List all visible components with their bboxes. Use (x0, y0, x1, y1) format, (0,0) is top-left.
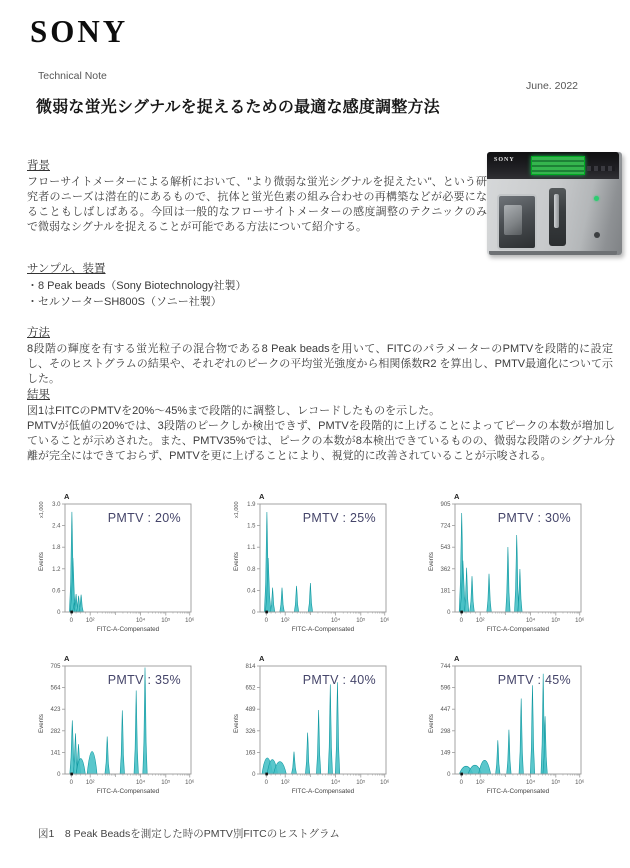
instrument-keyhole (594, 232, 600, 238)
y-tick-label: 0 (57, 772, 61, 778)
y-tick-label: 543 (440, 545, 451, 552)
x-tick-label: 10⁶ (380, 780, 390, 786)
y-multiplier-label: x1,000 (39, 501, 45, 518)
y-tick-label: 0.4 (247, 588, 256, 595)
histogram-peaks (459, 513, 522, 612)
origin-marker (265, 773, 268, 776)
instrument-screen (531, 156, 585, 175)
histogram-peaks (262, 682, 340, 774)
y-tick-label: 0 (57, 610, 61, 616)
chart-title: PMTV : 30% (497, 511, 571, 525)
x-tick-label: 10⁴ (525, 780, 536, 786)
x-axis-label: FITC-A-Compensated (486, 626, 550, 633)
instrument-top-panel (487, 152, 619, 179)
histogram-panel-2 (228, 488, 425, 650)
instrument-brand-label: SONY (494, 157, 515, 163)
histogram-panel-6 (423, 650, 620, 812)
x-tick-label: 0 (459, 780, 463, 786)
y-tick-label: 423 (50, 707, 61, 714)
chart-title: PMTV : 35% (107, 673, 181, 687)
x-axis-label: FITC-A-Compensated (96, 788, 160, 795)
panel-letter: A (64, 654, 70, 663)
section-body-results: PMTVが低値の20%では、3段階のピークしか検出できず、PMTVを段階的に上げることによってピークの本数が増加していることが示めされた。また、PMTV35%では、ピークの本数が8本検出できているものの、微弱な段階のシグナル分離が完全にはできておらず、PMTVを更に上げることにより、視覚的に改善されていることが示唆される。 (27, 420, 615, 462)
y-tick-label: 149 (440, 750, 451, 757)
section-heading-method: 方法 (27, 327, 50, 339)
y-tick-label: 905 (440, 502, 451, 508)
y-tick-label: 0 (447, 772, 451, 778)
chart-title: PMTV : 45% (497, 673, 571, 687)
x-tick-label: 10² (475, 618, 485, 624)
y-tick-label: 652 (245, 685, 256, 692)
x-tick-label: 10⁶ (185, 618, 195, 624)
histogram-panel-3 (423, 488, 620, 650)
x-tick-label: 10² (280, 618, 290, 624)
x-tick-label: 0 (264, 618, 268, 624)
y-tick-label: 1.2 (52, 566, 61, 573)
x-axis-label: FITC-A-Compensated (96, 626, 160, 633)
y-tick-label: 1.9 (247, 502, 256, 508)
origin-marker (70, 773, 73, 776)
y-axis-label: Events (233, 714, 240, 733)
chart-title: PMTV : 25% (302, 511, 376, 525)
x-tick-label: 10⁴ (135, 618, 146, 624)
sony-logo: SONY (30, 13, 129, 50)
histogram-chart (33, 488, 230, 650)
figure-caption: 図1 8 Peak Beadsを測定した時のPMTV別FITCのヒストグラム (38, 828, 340, 840)
instrument-buttons (587, 166, 615, 171)
instrument-led-icon (594, 196, 599, 201)
y-tick-label: 447 (440, 707, 451, 714)
x-tick-label: 10⁵ (161, 780, 171, 786)
panel-letter: A (454, 654, 460, 663)
section-background (27, 159, 487, 235)
chart-title: PMTV : 40% (302, 673, 376, 687)
y-multiplier-label: x1,000 (234, 501, 240, 518)
origin-marker (70, 611, 73, 614)
x-tick-label: 10⁴ (330, 780, 341, 786)
page-title: 微弱な蛍光シグナルを捉えるための最適な感度調整方法 (36, 99, 440, 116)
x-axis-label: FITC-A-Compensated (291, 626, 355, 633)
y-tick-label: 724 (440, 523, 451, 530)
doc-date: June. 2022 (526, 80, 578, 92)
histogram-chart (423, 650, 620, 812)
sample-item-2: ・セルソーターSH800S（ソニー社製） (27, 296, 222, 308)
x-tick-label: 10⁴ (525, 618, 536, 624)
instrument-handle (554, 194, 559, 228)
x-tick-label: 10⁶ (380, 618, 390, 624)
panel-letter: A (259, 654, 265, 663)
x-tick-label: 10⁵ (551, 618, 561, 624)
origin-marker (460, 773, 463, 776)
y-tick-label: 1.1 (247, 545, 256, 552)
y-tick-label: 2.4 (52, 523, 61, 530)
x-tick-label: 10⁵ (356, 780, 366, 786)
x-tick-label: 10⁴ (135, 780, 146, 786)
x-tick-label: 10² (280, 780, 290, 786)
instrument-body (487, 152, 622, 255)
y-axis-label: Events (38, 552, 45, 571)
y-tick-label: 326 (245, 728, 256, 735)
y-tick-label: 3.0 (52, 502, 61, 508)
y-tick-label: 0.8 (247, 566, 256, 573)
x-tick-label: 0 (459, 618, 463, 624)
instrument-window-detail (504, 205, 522, 235)
histogram-peaks (459, 674, 547, 774)
section-body-method: 8段階の輝度を有する蛍光粒子の混合物である8 Peak beadsを用いて、FITCのパラメーターのPMTVを段階的に設定し、そのヒストグラムの結果や、それぞれのピークの平均蛍光強度から相関係数R2 を算出し、PMTV最適化について示した。 (27, 343, 613, 385)
panel-letter: A (454, 492, 460, 501)
histogram-panel-4 (33, 650, 230, 812)
histogram-chart (228, 650, 425, 812)
histogram-chart (228, 488, 425, 650)
instrument-window (497, 194, 537, 250)
histogram-peaks (264, 512, 312, 612)
y-axis-label: Events (428, 552, 435, 571)
x-tick-label: 10² (475, 780, 485, 786)
y-tick-label: 1.5 (247, 523, 256, 530)
instrument-slot (549, 188, 566, 246)
y-axis-label: Events (428, 714, 435, 733)
histogram-chart (33, 650, 230, 812)
histogram-chart (423, 488, 620, 650)
x-tick-label: 0 (69, 780, 73, 786)
section-results-line1: 図1はFITCのPMTVを20%～45%まで段階的に調整し、レコードしたものを示した。 (27, 405, 441, 417)
y-tick-label: 282 (50, 728, 61, 735)
y-tick-label: 744 (440, 664, 451, 670)
histogram-panel-1 (33, 488, 230, 650)
x-tick-label: 10⁵ (551, 780, 561, 786)
y-tick-label: 705 (50, 664, 61, 670)
x-tick-label: 10⁶ (185, 780, 195, 786)
chart-title: PMTV : 20% (107, 511, 181, 525)
y-tick-label: 0.6 (52, 588, 61, 595)
origin-marker (460, 611, 463, 614)
y-tick-label: 596 (440, 685, 451, 692)
y-tick-label: 362 (440, 566, 451, 573)
y-tick-label: 181 (440, 588, 451, 595)
instrument-photo (487, 152, 625, 258)
sample-item-1: ・8 Peak beads（Sony Biotechnology社製） (27, 280, 247, 292)
x-tick-label: 10² (85, 780, 95, 786)
x-tick-label: 10⁵ (161, 618, 171, 624)
x-tick-label: 10⁶ (575, 780, 585, 786)
y-axis-label: Events (38, 714, 45, 733)
y-tick-label: 141 (50, 750, 61, 757)
x-tick-label: 10² (85, 618, 95, 624)
section-sample (27, 262, 587, 310)
y-tick-label: 489 (245, 707, 256, 714)
y-tick-label: 163 (245, 750, 256, 757)
section-body-background: フローサイトメーターによる解析において、"より微弱な蛍光シグナルを捉えたい"、という研究者のニーズは潜在的にあるもので、抗体と蛍光色素の組み合わせの再構築などが必要になることもしばしばある。今回は一般的なフローサイトメーターの感度調整のテクニックのみで微弱なシグナルを捉えることが可能である方法について紹介する。 (27, 176, 487, 233)
y-tick-label: 1.8 (52, 545, 61, 552)
section-heading-results: 結果 (27, 389, 50, 401)
section-heading-background: 背景 (27, 160, 50, 172)
x-tick-label: 0 (69, 618, 73, 624)
panel-letter: A (259, 492, 265, 501)
histogram-panel-5 (228, 650, 425, 812)
y-tick-label: 0 (447, 610, 451, 616)
section-method (27, 326, 613, 387)
y-tick-label: 564 (50, 685, 61, 692)
y-tick-label: 0 (252, 610, 256, 616)
doc-type-label: Technical Note (38, 70, 107, 82)
x-tick-label: 10⁴ (330, 618, 341, 624)
origin-marker (265, 611, 268, 614)
x-tick-label: 0 (264, 780, 268, 786)
x-axis-label: FITC-A-Compensated (486, 788, 550, 795)
y-axis-label: Events (233, 552, 240, 571)
histogram-peaks (69, 512, 83, 612)
panel-letter: A (64, 492, 70, 501)
section-results (27, 388, 615, 464)
x-tick-label: 10⁵ (356, 618, 366, 624)
section-heading-sample: サンプル、装置 (27, 263, 106, 275)
y-tick-label: 814 (245, 664, 256, 670)
x-axis-label: FITC-A-Compensated (291, 788, 355, 795)
y-tick-label: 298 (440, 728, 451, 735)
y-tick-label: 0 (252, 772, 256, 778)
instrument-base (489, 251, 617, 255)
x-tick-label: 10⁶ (575, 618, 585, 624)
